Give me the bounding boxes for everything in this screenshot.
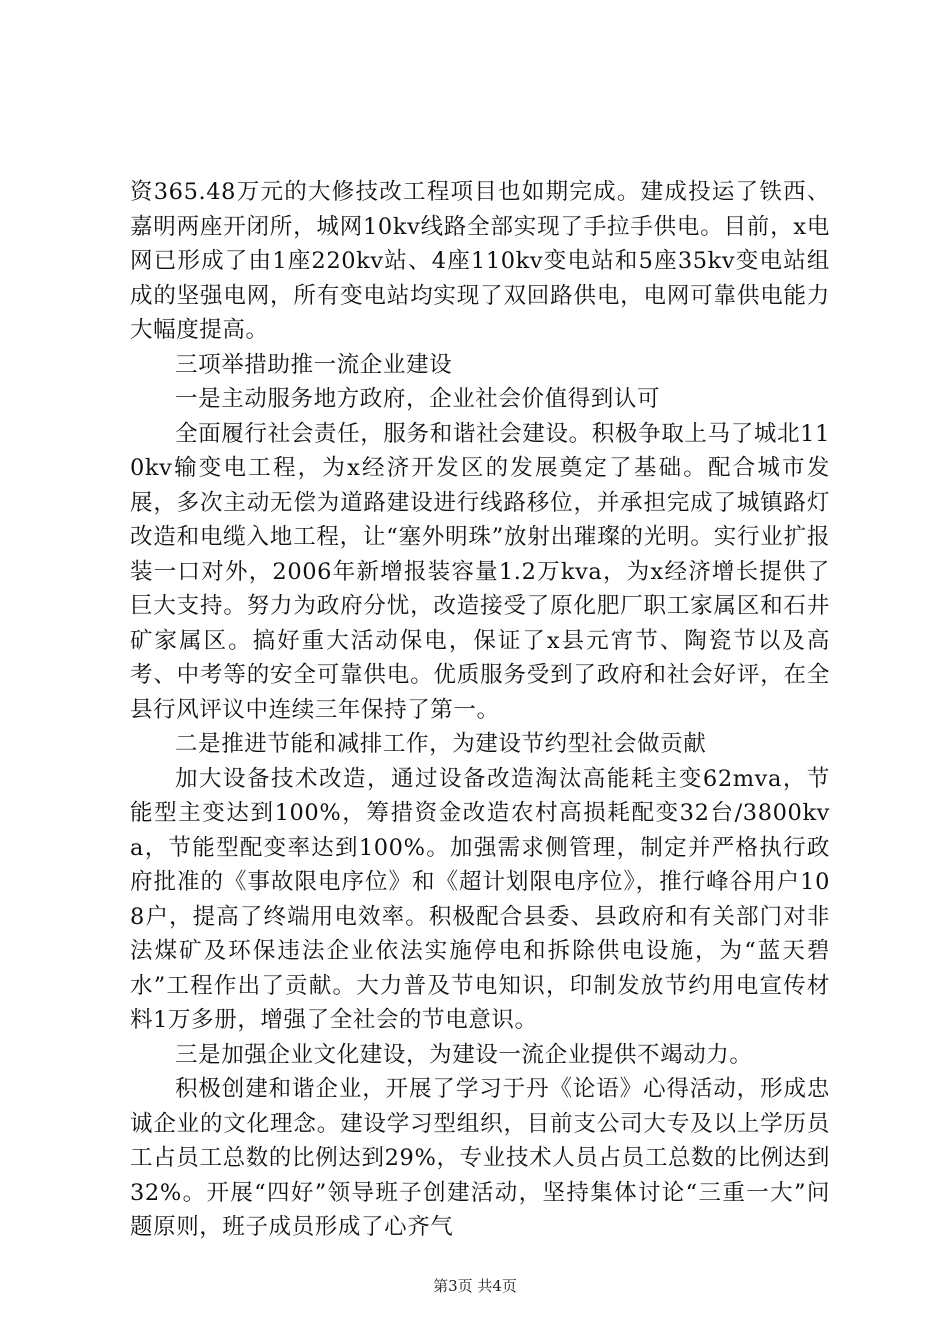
section-heading: 三项举措助推一流企业建设	[175, 351, 453, 378]
subsection-heading: 二是推进节能和减排工作，为建设节约型社会做贡献	[175, 731, 707, 757]
body-paragraph: 加大设备技术改造，通过设备改造淘汰高能耗主变62mva，节能型主变达到100%，筹措资金改造农村高损耗配变32台/3800kva，节能型配变率达到100%。加强需求侧管理，制定并严格执行政府批准的《事故限电序位》和《超计划限电序位》，推行峰谷用户108户，提高了终端用电效率。积极配合县委、县政府和有关部门对非法煤矿及环保违法企业依法实施停电和拆除供电设施，为“蓝天碧水”工程作出了贡献。大力普及节电知识，印制发放节约用电宣传材料1万多册，增强了全社会的节电意识。	[130, 765, 830, 1033]
document-body	[130, 175, 830, 1245]
subsection-heading: 三是加强企业文化建设，为建设一流企业提供不竭动力。	[175, 1041, 753, 1068]
body-paragraph: 积极创建和谐企业，开展了学习于丹《论语》心得活动，形成忠诚企业的文化理念。建设学习型组织，目前支公司大专及以上学历员工占员工总数的比例达到29%，专业技术人员占员工总数的比例达到32%。开展“四好”领导班子创建活动，坚持集体讨论“三重一大”问题原则，班子成员形成了心齐气	[130, 1076, 830, 1240]
body-paragraph: 资365.48万元的大修技改工程项目也如期完成。建成投运了铁西、嘉明两座开闭所，城网10kv线路全部实现了手拉手供电。目前，x电网已形成了由1座220kv站、4座110kv变电站和5座35kv变电站组成的坚强电网，所有变电站均实现了双回路供电，电网可靠供电能力大幅度提高。	[130, 179, 830, 343]
page-footer: 第3页 共4页	[433, 1277, 517, 1295]
body-paragraph: 全面履行社会责任，服务和谐社会建设。积极争取上马了城北110kv输变电工程，为x经济开发区的发展奠定了基础。配合城市发展，多次主动无偿为道路建设进行线路移位，并承担完成了城镇路灯改造和电缆入地工程，让“塞外明珠”放射出璀璨的光明。实行业扩报装一口对外，2006年新增报装容量1.2万kva，为x经济增长提供了巨大支持。努力为政府分忧，改造接受了原化肥厂职工家属区和石井矿家属区。搞好重大活动保电，保证了x县元宵节、陶瓷节以及高考、中考等的安全可靠供电。优质服务受到了政府和社会好评，在全县行风评议中连续三年保持了第一。	[130, 420, 830, 723]
subsection-heading: 一是主动服务地方政府，企业社会价值得到认可	[175, 386, 661, 412]
